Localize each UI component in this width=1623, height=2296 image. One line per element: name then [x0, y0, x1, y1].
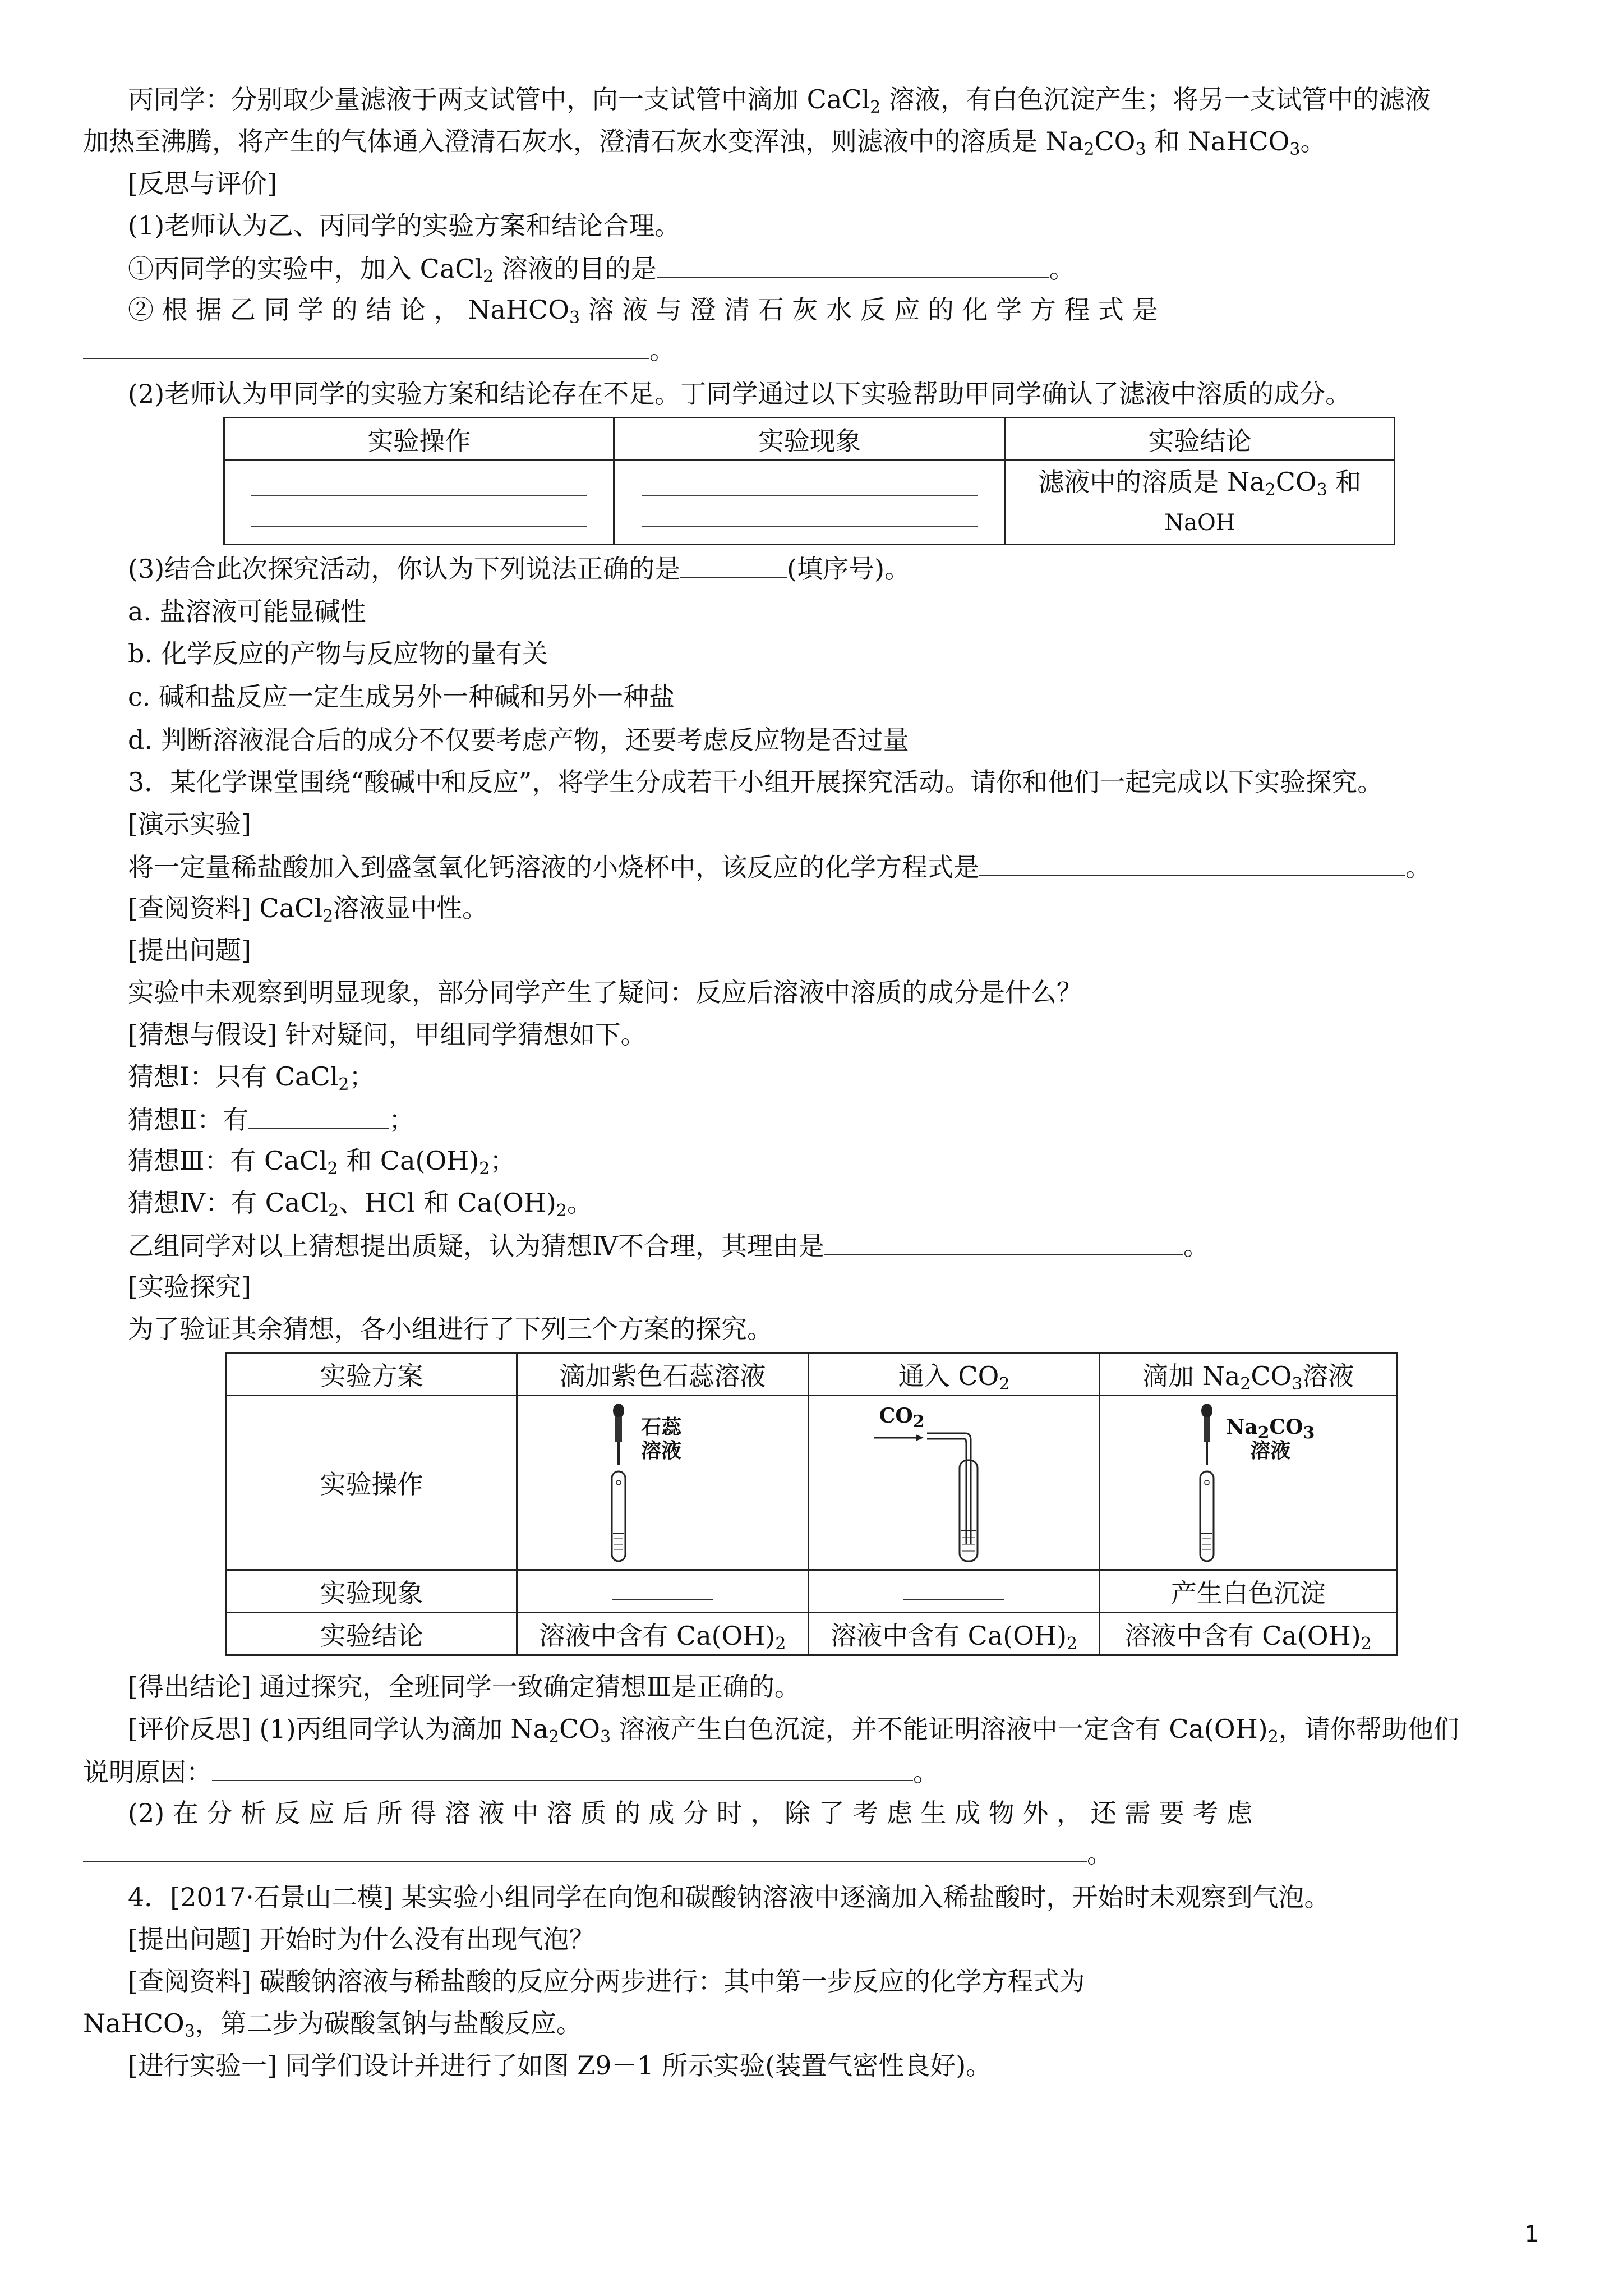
co2-label: $CO_2$ — [879, 1404, 925, 1432]
hypothesis-2: 猜想Ⅱ：有 ； — [128, 1101, 1586, 1138]
answer-blank[interactable] — [248, 1101, 389, 1129]
row-label: 实验现象 — [227, 1570, 517, 1613]
row-label: 实验操作 — [227, 1396, 517, 1570]
hypothesis-4: 猜想Ⅳ：有 CaCl$_2$、HCl 和 $Ca(OH)_2$。 — [128, 1188, 593, 1221]
answer-blank[interactable] — [612, 1577, 713, 1600]
text-line: 实验中未观察到明显现象，部分同学产生了疑问：反应后溶液中溶质的成分是什么？ — [128, 977, 1082, 1007]
answer-blank[interactable] — [251, 478, 587, 496]
section-heading: [演示实验] — [128, 809, 251, 839]
text-line: NaHCO$_3$，第二步为碳酸氢钠与盐酸反应。 — [83, 2008, 582, 2041]
text-line: [评价反思] (1)丙组同学认为滴加 $Na_2CO_3$ 溶液产生白色沉淀，并不能证明溶液中一定含有 $Ca(OH)_2$，请你帮助他们 — [128, 1714, 1459, 1747]
option-c: c. 碱和盐反应一定生成另外一种碱和另外一种盐 — [128, 682, 675, 712]
answer-blank[interactable] — [251, 509, 587, 527]
text-line: 。 — [83, 331, 1541, 368]
text-line: 将一定量稀盐酸加入到盛氢氧化钙溶液的小烧杯中，该反应的化学方程式是 。 — [128, 848, 1586, 885]
text-line: (3)结合此次探究活动，你认为下列说法正确的是 (填序号)。 — [128, 550, 1586, 587]
text-line: 加热至沸腾，将产生的气体通入澄清石灰水，澄清石灰水变浑浊，则滤液中的溶质是 $Na_2CO_3$ 和 NaHCO$_3$。 — [83, 126, 1326, 159]
answer-blank[interactable] — [642, 478, 978, 496]
table-header: 实验现象 — [614, 418, 1005, 461]
phenomenon-cell — [808, 1570, 1100, 1613]
text-line: (1)老师认为乙、丙同学的实验方案和结论合理。 — [128, 210, 681, 241]
text-line: 乙组同学对以上猜想提出质疑，认为猜想Ⅳ不合理，其理由是 。 — [128, 1227, 1586, 1264]
conclusion-cell: 滤液中的溶质是 $Na_2CO_3$ 和 NaOH — [1005, 461, 1394, 545]
text-line: [得出结论] 通过探究，全班同学一致确定猜想Ⅲ是正确的。 — [128, 1672, 800, 1702]
option-a: a. 盐溶液可能显碱性 — [128, 596, 366, 627]
gas-tube-icon — [871, 1398, 1050, 1567]
text-line: 。 — [83, 1834, 1541, 1871]
answer-blank[interactable] — [680, 550, 787, 578]
phenomenon-cell: 产生白色沉淀 — [1100, 1570, 1397, 1613]
hypothesis-1: 猜想Ⅰ：只有 CaCl$_2$； — [128, 1061, 375, 1094]
answer-blank[interactable] — [657, 250, 1049, 278]
table-header: 滴加紫色石蕊溶液 — [517, 1353, 809, 1396]
phenomenon-cell — [517, 1570, 809, 1613]
text-line: ①丙同学的实验中，加入 CaCl$_2$ 溶液的目的是 。 — [128, 250, 1586, 287]
section-heading: [实验探究] — [128, 1272, 251, 1302]
table-header: 实验结论 — [1005, 418, 1394, 461]
table-header: 实验操作 — [224, 418, 614, 461]
option-b: b. 化学反应的产物与反应物的量有关 — [128, 638, 548, 669]
co2-apparatus — [808, 1396, 1100, 1570]
conclusion-cell: 溶液中含有 $Ca(OH)_2$ — [808, 1613, 1100, 1655]
na2co3-label: $Na_2CO_3$ 溶液 — [1226, 1415, 1315, 1462]
answer-blank[interactable] — [824, 1227, 1183, 1255]
text-line: [查阅资料] 碳酸钠溶液与稀盐酸的反应分两步进行：其中第一步反应的化学方程式为 — [128, 1966, 1085, 1996]
answer-blank[interactable] — [903, 1577, 1004, 1600]
text-line: 为了验证其余猜想，各小组进行了下列三个方案的探究。 — [128, 1314, 773, 1344]
row-label: 实验结论 — [227, 1613, 517, 1655]
answer-blank[interactable] — [212, 1753, 913, 1781]
experiment-table — [225, 1352, 1398, 1656]
section-heading: [提出问题] — [128, 935, 251, 965]
phenomenon-cell — [614, 461, 1005, 545]
text-line: (2) 在 分 析 反 应 后 所 得 溶 液 中 溶 质 的 成 分 时 ， 除 了 考 虑 生 成 物 外 ， 还 需 要 考 虑 — [128, 1798, 1253, 1828]
litmus-apparatus — [517, 1396, 809, 1570]
page-number: 1 — [1524, 2221, 1539, 2247]
text-line: [猜想与假设] 针对疑问，甲组同学猜想如下。 — [128, 1019, 647, 1050]
answer-blank[interactable] — [83, 1834, 1087, 1862]
hypothesis-3: 猜想Ⅲ：有 CaCl$_2$ 和 $Ca(OH)_2$； — [128, 1145, 516, 1179]
conclusion-cell: 溶液中含有 $Ca(OH)_2$ — [517, 1613, 809, 1655]
option-d: d. 判断溶液混合后的成分不仅要考虑产物，还要考虑反应物是否过量 — [128, 725, 909, 755]
text-line: 丙同学：分别取少量滤液于两支试管中，向一支试管中滴加 CaCl$_2$ 溶液，有白色沉淀产生；将另一支试管中的滤液 — [128, 84, 1431, 117]
question-3: 3．某化学课堂围绕“酸碱中和反应”，将学生分成若干小组开展探究活动。请你和他们一起完成以下实验探究。 — [128, 767, 1384, 797]
na2co3-apparatus — [1100, 1396, 1397, 1570]
text-line: (2)老师认为甲同学的实验方案和结论存在不足。丁同学通过以下实验帮助甲同学确认了滤液中溶质的成分。 — [128, 379, 1352, 409]
answer-blank[interactable] — [642, 509, 978, 527]
text-line: 说明原因： 。 — [83, 1753, 1541, 1790]
question-4: 4．[2017·石景山二模] 某实验小组同学在向饱和碳酸钠溶液中逐滴加入稀盐酸时，开始时未观察到气泡。 — [128, 1882, 1330, 1912]
result-table-1 — [223, 417, 1395, 545]
answer-blank[interactable] — [979, 848, 1405, 876]
text-line: [查阅资料] CaCl$_2$溶液显中性。 — [128, 893, 488, 926]
litmus-label: 石蕊 溶液 — [641, 1415, 682, 1462]
text-line: [提出问题] 开始时为什么没有出现气泡？ — [128, 1924, 595, 1954]
section-heading: [反思与评价] — [128, 168, 277, 199]
conclusion-cell: 溶液中含有 $Ca(OH)_2$ — [1100, 1613, 1397, 1655]
text-line: [进行实验一] 同学们设计并进行了如图 Z9－1 所示实验(装置气密性良好)。 — [128, 2050, 992, 2081]
text-line: ② 根 据 乙 同 学 的 结 论 ， NaHCO$_3$ 溶 液 与 澄 清 石 灰 水 反 应 的 化 学 方 程 式 是 — [128, 295, 1158, 328]
table-header: 通入 $CO_2$ — [808, 1353, 1100, 1396]
table-header: 实验方案 — [227, 1353, 517, 1396]
answer-blank[interactable] — [83, 331, 649, 359]
table-header: 滴加 $Na_2CO_3$溶液 — [1100, 1353, 1397, 1396]
operation-cell — [224, 461, 614, 545]
